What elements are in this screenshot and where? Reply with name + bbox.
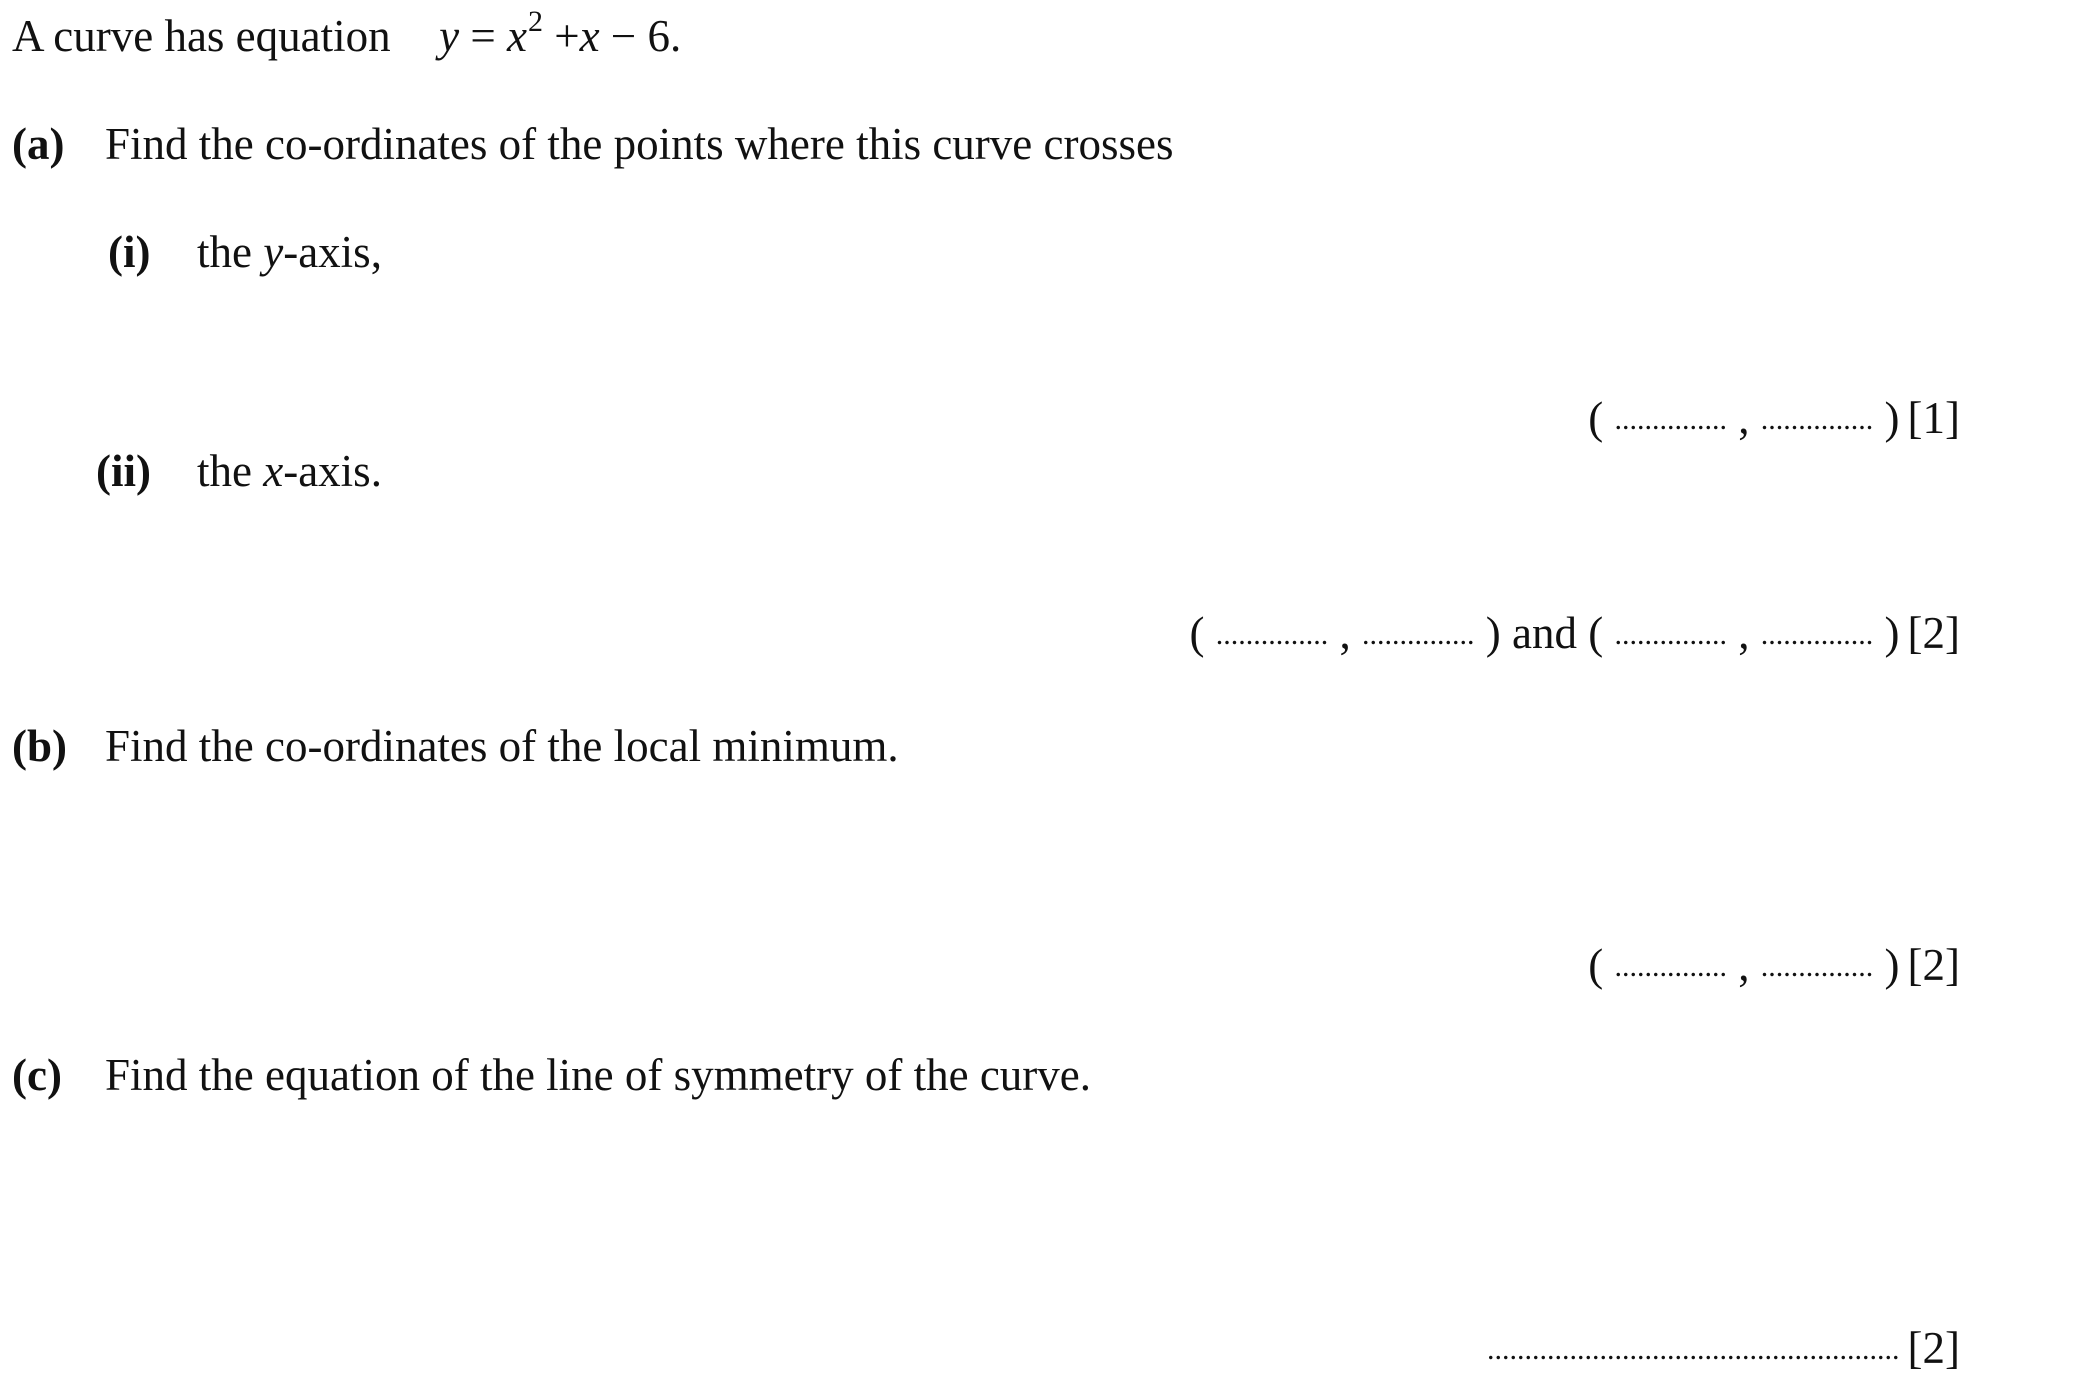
answer-comma-1: , [1328, 608, 1363, 658]
part-c-text: Find the equation of the line of symmetry of the curve. [105, 1050, 1092, 1100]
part-a-text: Find the co-ordinates of the points where this curve crosses [105, 119, 1174, 169]
answer-blank-y2[interactable]: ............... [1760, 618, 1874, 651]
equation-x: x [507, 11, 527, 61]
answer-blank-y[interactable]: ............... [1760, 950, 1874, 983]
answer-blank-x2[interactable]: ............... [1614, 618, 1728, 651]
answer-open-paren-2: ( [1588, 608, 1604, 658]
sub-ii-variable: x [263, 446, 284, 496]
sub-ii-answer-line [1189, 608, 1960, 658]
answer-blank-x[interactable]: ............... [1614, 950, 1728, 983]
sub-i-text [197, 227, 382, 277]
answer-open-paren: ( [1588, 940, 1604, 990]
part-b-answer-line [1588, 940, 1960, 990]
answer-and: and [1500, 608, 1589, 658]
equation-exponent: 2 [528, 5, 543, 38]
marks-label: [1] [1907, 393, 1960, 443]
answer-close-paren: ) [1884, 393, 1900, 443]
answer-open-paren: ( [1588, 393, 1604, 443]
sub-ii-text-pre: the [197, 446, 264, 496]
intro-text: A curve has equation [12, 11, 391, 61]
marks-label: [2] [1907, 1323, 1960, 1373]
equation-y: y [439, 11, 460, 61]
answer-blank-y1[interactable]: ............... [1362, 618, 1475, 651]
sub-ii-label: (ii) [96, 446, 151, 496]
answer-blank-y[interactable]: ............... [1760, 403, 1874, 436]
part-a-label-text: (a) [12, 119, 65, 169]
equation-constant: − 6. [599, 11, 682, 61]
answer-comma: , [1727, 393, 1761, 443]
answer-blank-equation[interactable]: ....................................................... [1487, 1333, 1900, 1366]
answer-close-paren-2: ) [1884, 608, 1900, 658]
equation-plus: + [543, 11, 580, 61]
marks-label: [2] [1907, 940, 1960, 990]
answer-comma: , [1727, 940, 1761, 990]
answer-open-paren-1: ( [1189, 608, 1205, 658]
answer-close-paren-1: ) [1485, 608, 1501, 658]
marks-label: [2] [1907, 608, 1960, 658]
answer-close-paren: ) [1884, 940, 1900, 990]
sub-i-text-post: -axis, [283, 227, 382, 277]
equation-x-linear: x [579, 11, 600, 61]
part-a-label [12, 119, 65, 169]
answer-blank-x1[interactable]: ............... [1215, 618, 1329, 651]
sub-i-answer-line [1588, 393, 1960, 443]
sub-i-variable: y [263, 227, 284, 277]
sub-i-text-pre: the [197, 227, 264, 277]
part-b-text: Find the co-ordinates of the local minimum. [105, 721, 899, 771]
part-b-label: (b) [12, 721, 67, 771]
answer-blank-x[interactable]: ............... [1614, 403, 1728, 436]
part-c-label: (c) [12, 1050, 62, 1100]
question-intro [12, 5, 682, 61]
sub-ii-text-post: -axis. [283, 446, 382, 496]
equation-equals: = [459, 11, 508, 61]
sub-i-label: (i) [108, 227, 151, 277]
sub-ii-text [197, 446, 382, 496]
answer-comma-2: , [1727, 608, 1761, 658]
part-c-answer-line [1487, 1323, 1960, 1373]
